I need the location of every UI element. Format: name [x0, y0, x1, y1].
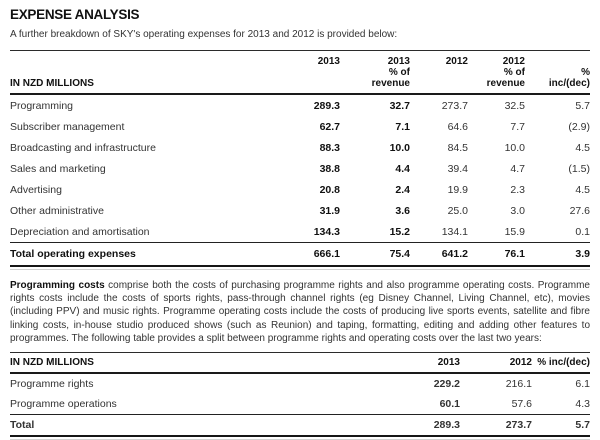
- table-row: [10, 158, 590, 179]
- header-2013: 2013: [317, 56, 340, 67]
- cell-2013-pct: 32.7: [389, 99, 410, 112]
- cell-inc-dec: 4.3: [575, 398, 590, 411]
- total-2012-pct: 76.1: [468, 243, 525, 267]
- cell-inc-dec: 4.5: [575, 141, 590, 154]
- cell-2013-value: 229.2: [433, 378, 460, 391]
- cell-2013-pct: 2.4: [395, 183, 410, 196]
- row-label: Other administrative: [10, 204, 104, 217]
- total-label: Total operating expenses: [10, 243, 290, 267]
- cell-inc-dec: 5.7: [575, 99, 590, 112]
- cell-2012-pct: 7.7: [510, 120, 525, 133]
- table-row: [10, 373, 590, 394]
- cell-2013-value: 289.3: [313, 99, 340, 112]
- table-row: [10, 116, 590, 137]
- cell-2012-value: 57.6: [511, 398, 532, 411]
- intro-text: A further breakdown of SKY's operating expenses for 2013 and 2012 is provided below:: [10, 29, 398, 40]
- total-2013-value: 289.3: [390, 415, 460, 437]
- cell-2013-pct: 4.4: [395, 162, 410, 175]
- page-title: EXPENSE ANALYSIS: [10, 7, 140, 22]
- total-label: Total: [10, 415, 390, 437]
- cell-2012-value: 216.1: [505, 378, 532, 391]
- header-2012: 2012: [509, 357, 532, 369]
- header-2013-pct-revenue: 2013 % of revenue: [371, 56, 410, 89]
- cell-2012-pct: 3.0: [510, 204, 525, 217]
- cell-2013-value: 60.1: [439, 398, 460, 411]
- row-label: Programme rights: [10, 378, 94, 391]
- programming-costs-paragraph: [10, 279, 590, 345]
- cell-inc-dec: 6.1: [575, 378, 590, 391]
- row-label: Broadcasting and infrastructure: [10, 141, 156, 154]
- row-label: Depreciation and amortisation: [10, 225, 150, 238]
- cell-2013-pct: 7.1: [395, 120, 410, 133]
- cell-2013-value: 31.9: [319, 204, 340, 217]
- cell-2012-value: 39.4: [447, 162, 468, 175]
- cell-2013-pct: 10.0: [389, 141, 410, 154]
- cell-2013-value: 20.8: [319, 183, 340, 196]
- cell-2013-pct: 3.6: [395, 204, 410, 217]
- row-label: Advertising: [10, 183, 62, 196]
- cell-inc-dec: (1.5): [568, 162, 590, 175]
- row-label: Programming: [10, 99, 74, 112]
- cell-2013-pct: 15.2: [389, 225, 410, 238]
- cell-2013-value: 88.3: [319, 141, 340, 154]
- total-2013-value: 666.1: [290, 243, 340, 267]
- table-row: [10, 200, 590, 221]
- cell-2012-value: 134.1: [441, 225, 468, 238]
- row-label: Subscriber management: [10, 120, 125, 133]
- cell-2012-value: 25.0: [447, 204, 468, 217]
- total-2013-pct: 75.4: [340, 243, 410, 267]
- total-2012-value: 641.2: [410, 243, 468, 267]
- cell-inc-dec: 0.1: [575, 225, 590, 238]
- header-in-nzd-millions: IN NZD MILLIONS: [10, 357, 94, 369]
- total-2012-value: 273.7: [460, 415, 532, 437]
- cell-2012-value: 84.5: [447, 141, 468, 154]
- header-pct-inc-dec: % inc/(dec): [537, 357, 590, 369]
- cell-2012-value: 19.9: [447, 183, 468, 196]
- cell-2012-value: 273.7: [441, 99, 468, 112]
- cell-2012-pct: 10.0: [504, 141, 525, 154]
- table-row: [10, 137, 590, 158]
- table-row: [10, 179, 590, 200]
- header-2013: 2013: [437, 357, 460, 369]
- header-in-nzd-millions: IN NZD MILLIONS: [10, 78, 94, 89]
- cell-2012-pct: 32.5: [504, 99, 525, 112]
- total-inc-dec: 3.9: [525, 243, 590, 267]
- cell-2012-value: 64.6: [447, 120, 468, 133]
- cell-inc-dec: (2.9): [568, 120, 590, 133]
- cell-2012-pct: 2.3: [510, 183, 525, 196]
- table-row: [10, 221, 590, 243]
- table-row: [10, 94, 590, 116]
- cell-2013-value: 38.8: [319, 162, 340, 175]
- header-2012: 2012: [445, 56, 468, 67]
- paragraph-body: comprise both the costs of purchasing programme rights and also programme operating costs. Programme rights costs include the costs of sports rights, pass-through channel rights (eg Disney Channel, Living Channel, etc), movies (including PPV) and music rights. Programme operating costs include the costs of producing live sports events, satellite and fibre linking costs, in-house studio produced shows (such as Reunion) and taping, formatting, editing and adding other features to programmes. The following table provides a split between programme rights and operating costs over the last two years:: [10, 280, 590, 344]
- row-label: Sales and marketing: [10, 162, 106, 175]
- programme-split-table: [10, 352, 590, 437]
- cell-2012-pct: 4.7: [510, 162, 525, 175]
- header-pct-inc-dec: % inc/(dec): [548, 67, 590, 89]
- cell-2013-value: 134.3: [313, 225, 340, 238]
- table-row: [10, 394, 590, 415]
- paragraph-lead: Programming costs: [10, 280, 105, 291]
- table-bottom-hairline: [10, 269, 590, 270]
- total-row: [10, 415, 590, 437]
- total-inc-dec: 5.7: [532, 415, 590, 437]
- row-label: Programme operations: [10, 398, 117, 411]
- header-2012-pct-revenue: 2012 % of revenue: [486, 56, 525, 89]
- programme-split-header: [10, 353, 590, 374]
- operating-expenses-table: [10, 50, 590, 267]
- cell-inc-dec: 4.5: [575, 183, 590, 196]
- cell-2012-pct: 15.9: [504, 225, 525, 238]
- total-row: [10, 243, 590, 267]
- operating-expenses-header: [10, 51, 590, 95]
- cell-inc-dec: 27.6: [569, 204, 590, 217]
- cell-2013-value: 62.7: [319, 120, 340, 133]
